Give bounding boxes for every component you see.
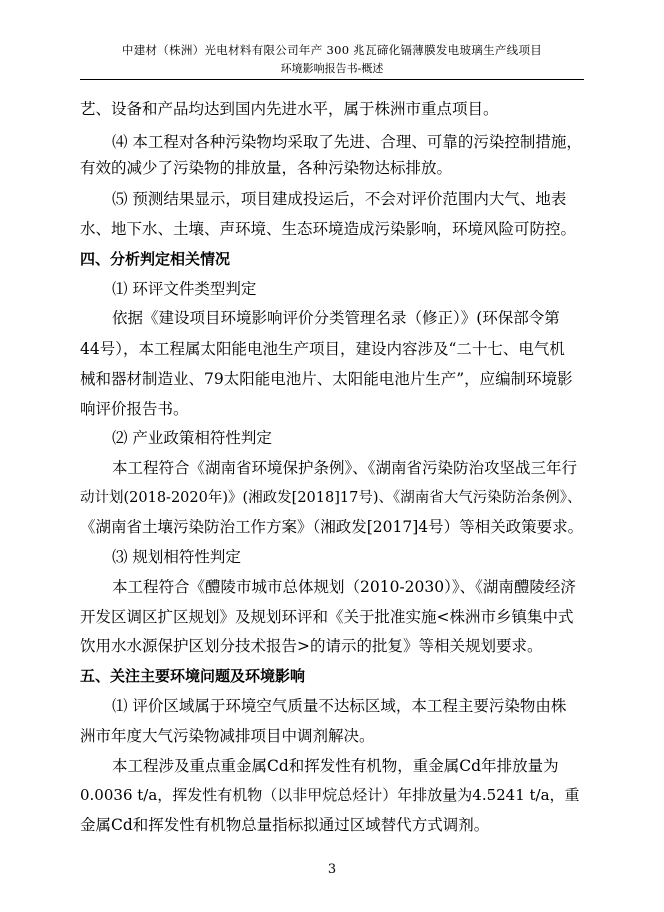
subsection-heading: ⑵ 产业政策相符性判定 — [112, 429, 272, 447]
body-line: 械和器材制造业、79太阳能电池片、太阳能电池片生产”，应编制环境影 — [80, 370, 573, 388]
section-heading: 四、分析判定相关情况 — [80, 250, 231, 268]
body-line: 动计划(2018-2020年)》(湘政发[2018]17号)、《湖南省大气污染防治条例》、 — [80, 490, 582, 506]
subsection-heading: ⑶ 规划相符性判定 — [112, 548, 241, 566]
body-line: 响评价报告书。 — [80, 400, 189, 418]
body-line: 金属Cd和挥发性有机物总量指标拟通过区域替代方式调剂。 — [80, 816, 490, 834]
body-line: 本工程符合《醴陵市城市总体规划（2010-2030）》、《湖南醴陵经济 — [112, 578, 576, 596]
body-line: ⑸ 预测结果显示，项目建成投运后，不会对评价范围内大气、地表 — [112, 190, 567, 208]
body-line: ⑷ 本工程对各种污染物均采取了先进、合理、可靠的污染控制措施， — [112, 133, 582, 151]
body-line: 洲市年度大气污染物减排项目中调剂解决。 — [80, 727, 375, 745]
subsection-heading: ⑴ 环评文件类型判定 — [112, 280, 257, 298]
body-line: 有效的减少了污染物的排放量，各种污染物达标排放。 — [80, 159, 453, 177]
header-subtitle: 环境影响报告书-概述 — [280, 62, 384, 75]
section-heading: 五、关注主要环境问题及环境影响 — [80, 667, 306, 685]
body-line: 本工程符合《湖南省环境保护条例》、《湖南省污染防治攻坚战三年行 — [112, 459, 578, 477]
header-divider — [80, 79, 584, 80]
body-line: 艺、设备和产品均达到国内先进水平，属于株洲市重点项目。 — [80, 100, 499, 118]
body-line: 饮用水水源保护区划分技术报告>的请示的批复》等相关规划要求。 — [80, 637, 543, 655]
header-title: 中建材（株洲）光电材料有限公司年产 300 兆瓦碲化镉薄膜发电玻璃生产线项目 — [121, 43, 543, 57]
body-line: 依据《建设项目环境影响评价分类管理名录（修正）》(环保部令第 — [112, 309, 560, 327]
page-number: 3 — [327, 862, 337, 877]
body-line: 开发区调区扩区规划》及规划环评和《关于批准实施<株洲市乡镇集中式 — [80, 608, 574, 626]
body-line: 《湖南省土壤污染防治工作方案》（湘政发[2017]4号）等相关政策要求。 — [80, 518, 584, 536]
body-line: 0.0036 t/a，挥发性有机物（以非甲烷总烃计）年排放量为4.5241 t/a，重 — [80, 786, 580, 804]
body-line: 水、地下水、土壤、声环境、生态环境造成污染影响，环境风险可防控。 — [80, 220, 577, 238]
body-line: 本工程涉及重点重金属Cd和挥发性有机物，重金属Cd年排放量为 — [112, 757, 559, 775]
body-line: 44号），本工程属太阳能电池生产项目，建设内容涉及“二十七、电气机 — [80, 340, 565, 358]
body-line: ⑴ 评价区域属于环境空气质量不达标区域，本工程主要污染物由株 — [112, 697, 567, 715]
